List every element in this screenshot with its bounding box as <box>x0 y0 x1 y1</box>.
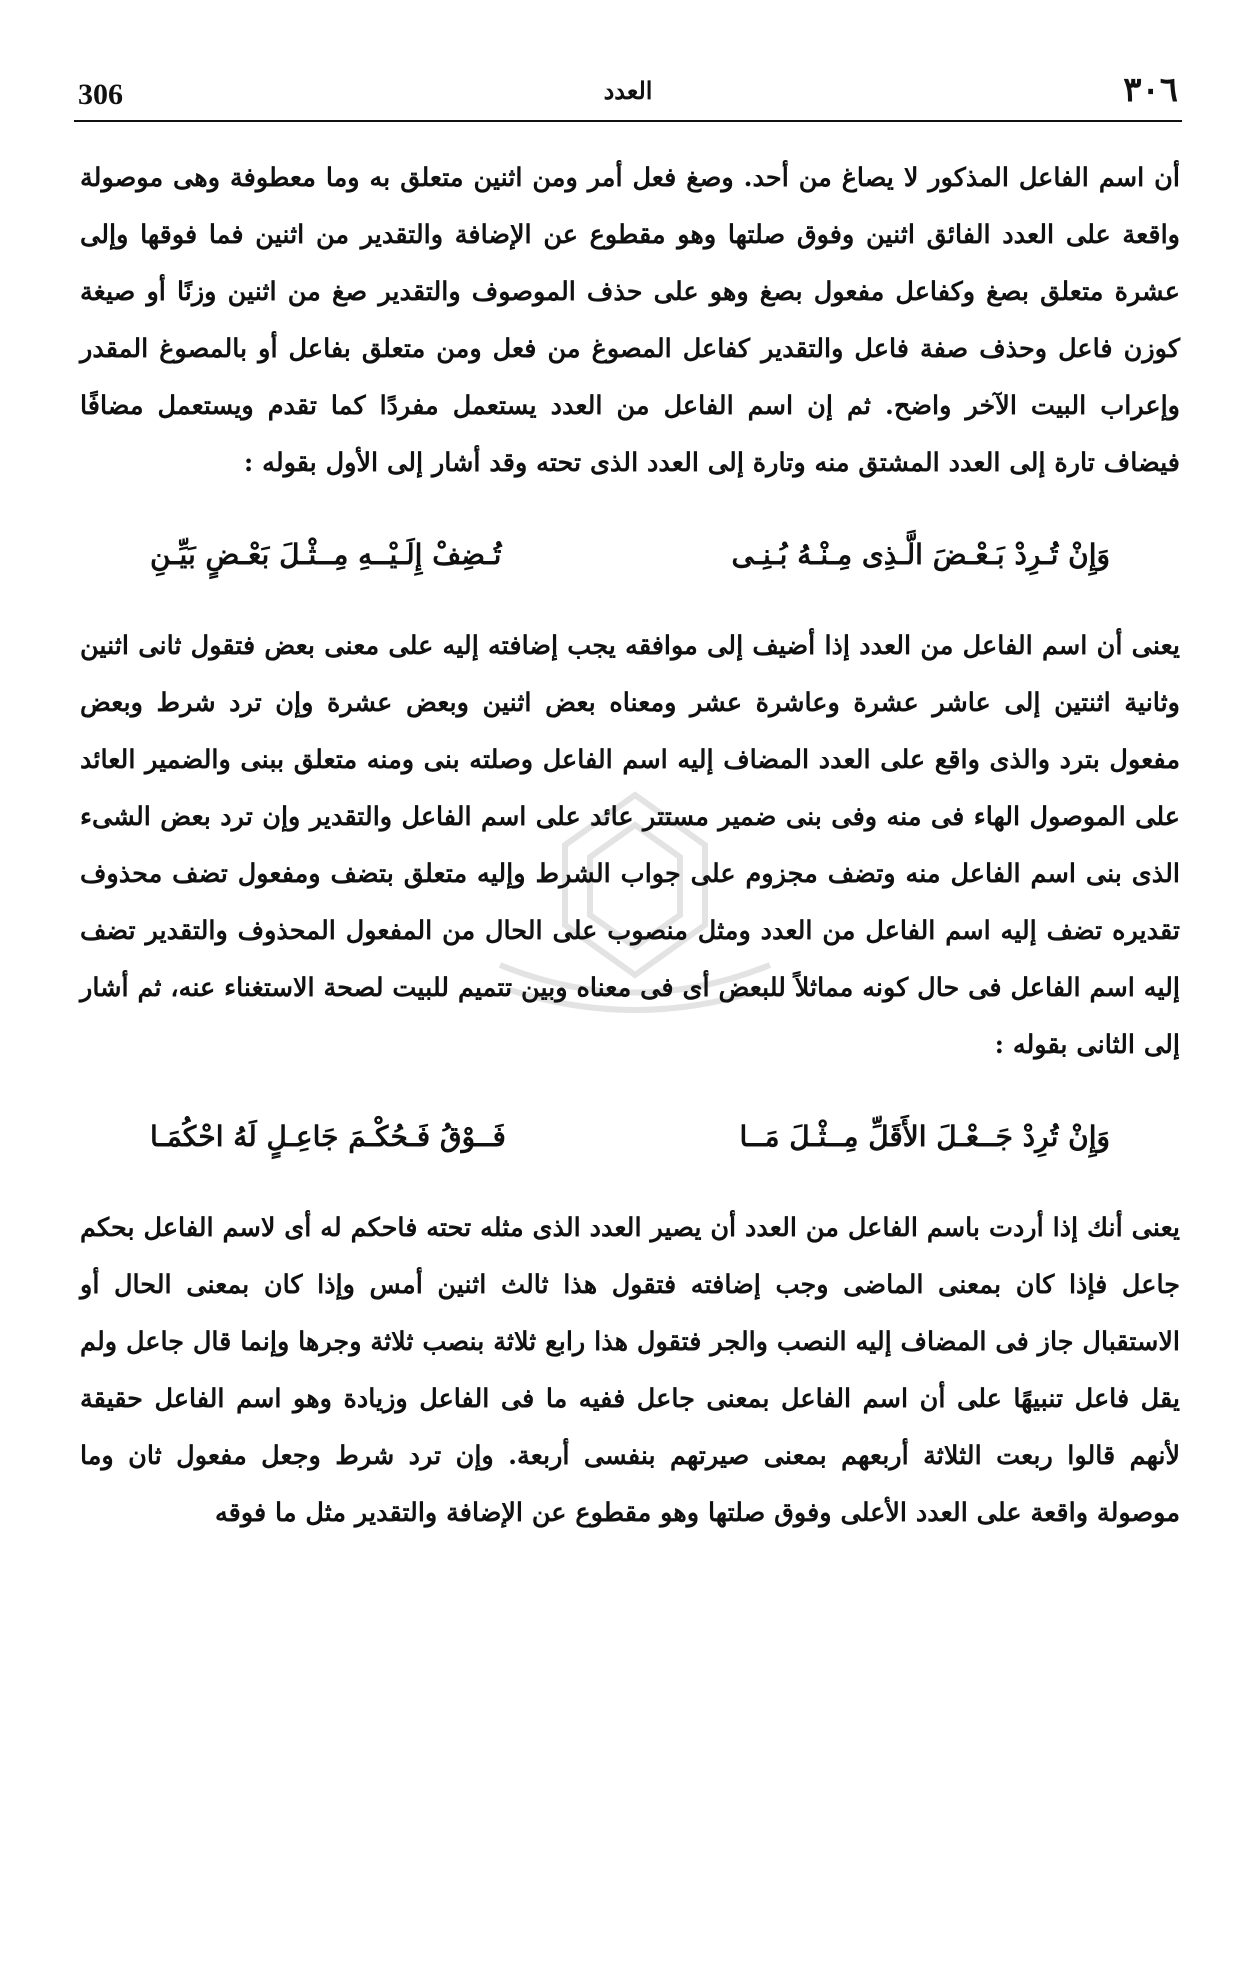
verse-2-second-hemistich: فَــوْقُ فَـحُكْـمَ جَاعِـلٍ لَهُ احْكُمَـا <box>150 1119 506 1153</box>
paragraph-2: يعنى أن اسم الفاعل من العدد إذا أضيف إلى موافقه يجب إضافته إليه على معنى بعض فتقول ثانى اثنين وثانية اثنتين إلى عاشر عشرة وعاشرة عشر ومعناه بعض اثنين وبعض عشرة وإن ترد شرط وبعض مفعول بترد والذى واقع على العدد المضاف إليه اسم الفاعل وصلته بنى ومنه متعلق ببنى والضمير العائد على الموصول الهاء فى منه وفى بنى ضمير مستتر عائد على اسم الفاعل والتقدير وإن ترد بعض الشىء الذى بنى اسم الفاعل منه وتضف مجزوم على جواب الشرط وإليه متعلق بتضف ومفعول تضف محذوف تقديره تضف إليه اسم الفاعل من العدد ومثل منصوب على الحال من المفعول المحذوف والتقدير تضف إليه اسم الفاعل فى حال كونه مماثلاً للبعض أى فى معناه وبين تتميم للبيت لصحة الاستغناء عنه، ثم أشار إلى الثانى بقوله : <box>80 631 1180 1060</box>
verse-1-first-hemistich: وَإِنْ تُـرِدْ بَـعْـضَ الَّـذِى مِـنْـهُ بُـنِـى <box>731 537 1110 571</box>
page-number-latin: 306 <box>78 78 123 111</box>
page-header <box>74 68 1182 116</box>
page-body <box>80 150 1180 1542</box>
verse-2-first-hemistich: وَإِنْ تُرِدْ جَــعْـلَ الأَقَلِّ مِــثْـلَ مَــا <box>739 1119 1110 1153</box>
paragraph-3: يعنى أنك إذا أردت باسم الفاعل من العدد أن يصير العدد الذى مثله تحته فاحكم له أى لاسم الفاعل بحكم جاعل فإذا كان بمعنى الماضى وجب إضافته فتقول هذا ثالث اثنين أمس وإذا كان بمعنى الحال أو الاستقبال جاز فى المضاف إليه النصب والجر فتقول هذا رابع ثلاثة بنصب ثلاثة وجرها وإنما قال جاعل ولم يقل فاعل تنبيهًا على أن اسم الفاعل بمعنى جاعل ففيه ما فى الفاعل وزيادة وهو اسم الفاعل حقيقة لأنهم قالوا ربعت الثلاثة أربعهم بمعنى صيرتهم بنفسى أربعة. وإن ترد شرط وجعل مفعول ثان وما موصولة واقعة على العدد الأعلى وفوق صلتها وهو مقطوع عن الإضافة والتقدير مثل ما فوقه <box>80 1213 1180 1528</box>
page-number-arabic: ٣٠٦ <box>1123 70 1178 110</box>
paragraph-1: أن اسم الفاعل المذكور لا يصاغ من أحد. وصغ فعل أمر ومن اثنين متعلق به وما معطوفة وهى موصولة واقعة على العدد الفائق اثنين وفوق صلتها وهو مقطوع عن الإضافة والتقدير من اثنين فما فوقها وإلى عشرة متعلق بصغ وكفاعل مفعول بصغ وهو على حذف الموصوف والتقدير صغ من اثنين وزنًا أو صيغة كوزن فاعل وحذف صفة فاعل والتقدير كفاعل المصوغ من فعل ومن متعلق بفاعل أو بالمصوغ المقدر وإعراب البيت الآخر واضح. ثم إن اسم الفاعل من العدد يستعمل مفردًا كما تقدم ويستعمل مضافًا فيضاف تارة إلى العدد المشتق منه وتارة إلى العدد الذى تحته وقد أشار إلى الأول بقوله : <box>80 163 1180 478</box>
verse-1 <box>150 512 1110 596</box>
verse-2 <box>150 1094 1110 1178</box>
running-title: العدد <box>603 76 653 105</box>
verse-1-second-hemistich: تُـضِفْ إِلَـيْــهِ مِــثْـلَ بَعْـضٍ بَيِّـنِ <box>150 537 502 571</box>
header-rule <box>74 120 1182 122</box>
